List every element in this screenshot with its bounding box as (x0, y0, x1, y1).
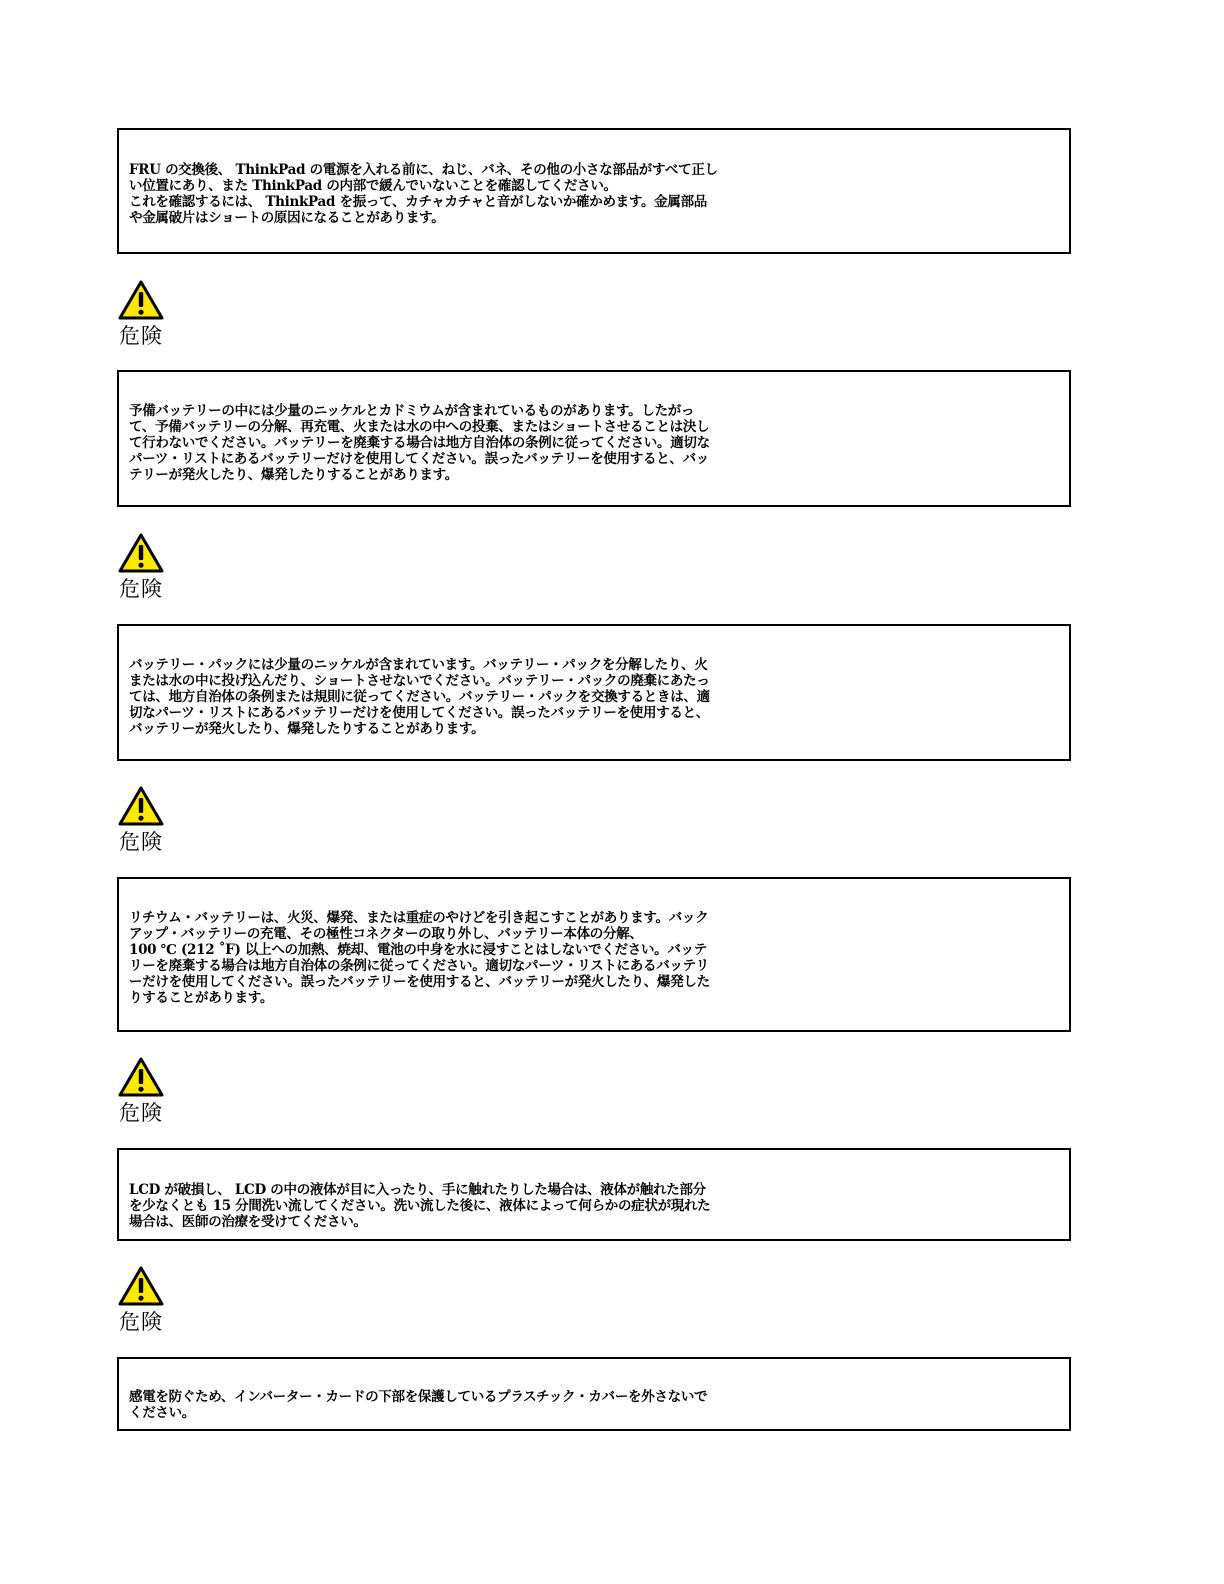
danger-notice-box (117, 1148, 1071, 1241)
danger-heading (117, 1265, 197, 1335)
warning-triangle-icon (117, 1056, 165, 1098)
danger-label: 危険 (119, 830, 163, 854)
danger-heading (117, 532, 197, 602)
danger-notice-box (117, 624, 1071, 761)
notice-text: 予備バッテリーの中には少量のニッケルとカドミウムが含まれているものがあります。したがって、予備バッテリーの分解、再充電、火または水の中への投棄、またはショートさせることは決して行わないでください。バッテリーを廃棄する場合は地方自治体の条例に従ってください。適切なパーツ・リストにあるバッテリーだけを使用してください。誤ったバッテリーを使用すると、バッテリーが発火したり、爆発したりすることがあります。 (129, 403, 710, 483)
danger-notice-box (117, 1357, 1071, 1431)
danger-notice-box (117, 370, 1071, 507)
danger-label: 危険 (119, 1310, 163, 1334)
notice-text: リチウム・バッテリーは、火災、爆発、または重症のやけどを引き起こすことがあります。バックアップ・バッテリーの充電、その極性コネクターの取り外し、バッテリー本体の分解、 100 ℃ (212 ˚F) 以上への加熱、焼却、電池の中身を水に浸すことはしないでください。バッテリーを廃棄する場合は地方自治体の条例に従ってください。適切なパーツ・リストにあるバッテリーだけを使用してください。誤ったバッテリーを使用すると、バッテリーが発火したり、爆発したりすることがあります。 (129, 910, 710, 1006)
warning-triangle-icon (117, 279, 165, 321)
warning-triangle-icon (117, 785, 165, 827)
notice-text: バッテリー・パックには少量のニッケルが含まれています。バッテリー・パックを分解したり、火または水の中に投げ込んだり、ショートさせないでください。バッテリー・パックの廃棄にあたっては、地方自治体の条例または規則に従ってください。バッテリー・パックを交換するときは、適切なパーツ・リストにあるバッテリーだけを使用してください。誤ったバッテリーを使用すると、バッテリーが発火したり、爆発したりすることがあります。 (129, 657, 710, 737)
danger-heading (117, 279, 197, 349)
danger-label: 危険 (119, 324, 163, 348)
warning-triangle-icon (117, 1265, 165, 1307)
danger-notice-box (117, 877, 1071, 1032)
notice-text: FRU の交換後、 ThinkPad の電源を入れる前に、ねじ、バネ、その他の小さな部品がすべて正しい位置にあり、また ThinkPad の内部で緩んでいないことを確認してください。 これを確認するには、 ThinkPad を振って、カチャカチャと音がしないか確かめます。金属部品や金属破片はショートの原因になることがあります。 (129, 162, 718, 226)
danger-heading (117, 785, 197, 855)
danger-label: 危険 (119, 1101, 163, 1125)
notice-text: 感電を防ぐため、インバーター・カードの下部を保護しているプラスチック・カバーを外さないでください。 (129, 1389, 708, 1421)
notice-text: LCD が破損し、 LCD の中の液体が目に入ったり、手に触れたりした場合は、液体が触れた部分を少なくとも 15 分間洗い流してください。洗い流した後に、液体によって何らかの症状が現れた場合は、医師の治療を受けてください。 (129, 1182, 711, 1230)
warning-triangle-icon (117, 532, 165, 574)
danger-label: 危険 (119, 577, 163, 601)
caution-notice-box (117, 128, 1071, 254)
danger-heading (117, 1056, 197, 1126)
